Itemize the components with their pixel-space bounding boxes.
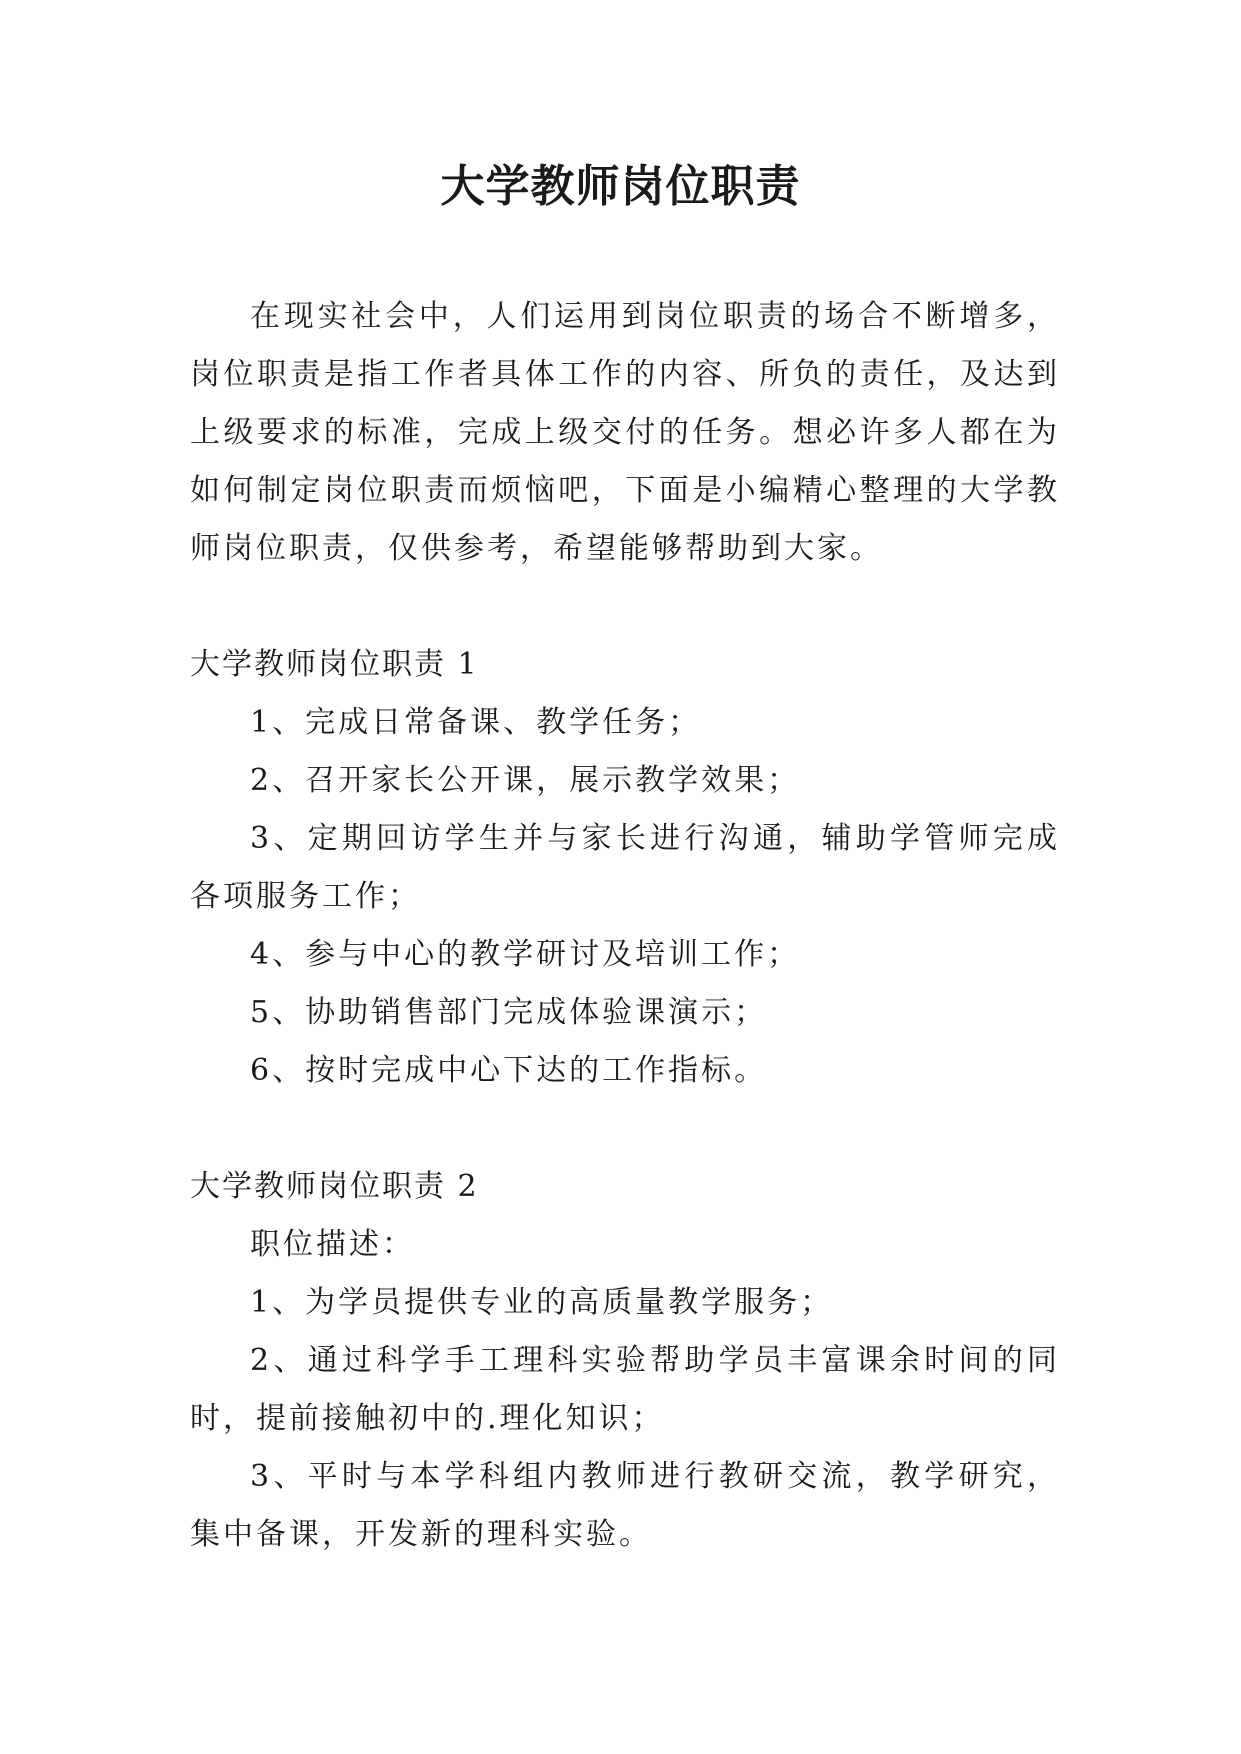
section-1-item-4: 4、参与中心的教学研讨及培训工作；: [250, 937, 801, 972]
section-2-item-2: 2、通过科学手工理科实验帮助学员丰富课余时间的同时，提前接触初中的.理化知识；: [190, 1343, 1060, 1436]
section-1-item-5: 5、协助销售部门完成体验课演示；: [250, 995, 768, 1030]
intro-paragraph: 在现实社会中，人们运用到岗位职责的场合不断增多，岗位职责是指工作者具体工作的内容、所负的责任，及达到上级要求的标准，完成上级交付的任务。想必许多人都在为如何制定岗位职责而烦恼吧，下面是小编精心整理的大学教师岗位职责，仅供参考，希望能够帮助到大家。: [190, 299, 1060, 566]
section-1-heading: 大学教师岗位职责 1: [190, 647, 479, 682]
section-2-item-3: 3、平时与本学科组内教师进行教研交流，教学研究，集中备课，开发新的理科实验。: [190, 1459, 1060, 1552]
section-1: [190, 636, 1060, 1100]
section-2-item-1: 1、为学员提供专业的高质量教学服务；: [250, 1285, 834, 1320]
section-2-item-desc: 职位描述：: [250, 1227, 415, 1262]
section-1-item-2: 2、召开家长公开课，展示教学效果；: [250, 763, 801, 798]
section-1-item-1: 1、完成日常备课、教学任务；: [250, 705, 702, 740]
section-1-item-6: 6、按时完成中心下达的工作指标。: [250, 1053, 768, 1088]
document-title: 大学教师岗位职责: [440, 161, 801, 212]
section-1-item-3: 3、定期回访学生并与家长进行沟通，辅助学管师完成各项服务工作；: [190, 821, 1060, 914]
section-2-heading: 大学教师岗位职责 2: [190, 1169, 479, 1204]
document-body: [190, 288, 1060, 1564]
section-2: [190, 1158, 1060, 1564]
